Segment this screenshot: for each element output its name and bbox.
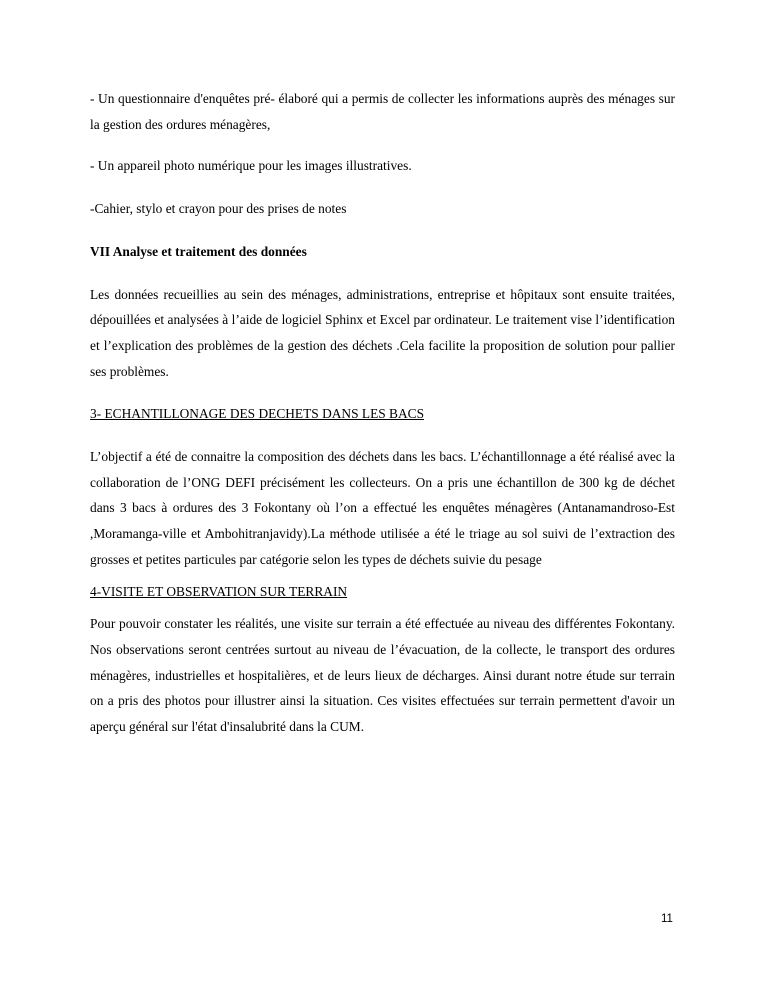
section-vii-paragraph: Les données recueillies au sein des ménages, administrations, entreprise et hôpitaux sont ensuite traitées, dépouillées et analysées à l’aide de logiciel Sphinx et Excel par ordinateur. Le traitement vise l’identification et l’explication des problèmes de la gestion des déchets .Cela facilite la proposition de solution pour pallier ses problèmes. — [90, 286, 675, 379]
section-3-heading: 3- ECHANTILLONAGE DES DECHETS DANS LES BACS — [90, 406, 425, 422]
page-number: 11 — [661, 913, 673, 925]
section-4-paragraph: Pour pouvoir constater les réalités, une visite sur terrain a été effectuée au niveau des différentes Fokontany. Nos observations seront centrées surtout au niveau de l’évacuation, de la collecte, le transport des ordures ménagères, industrielles et hospitalières, et de leurs lieux de décharges. Ainsi durant notre étude sur terrain on a pris des photos pour illustrer ainsi la situation. Ces visites effectuées sur terrain permettent d'avoir un aperçu général sur l'état d'insalubrité dans la CUM. — [90, 616, 675, 735]
bullet-notebook: -Cahier, stylo et crayon pour des prises de notes — [90, 201, 347, 217]
bullet-questionnaire: - Un questionnaire d'enquêtes pré- élaboré qui a permis de collecter les informations auprès des ménages sur la gestion des ordures ménagères, — [90, 91, 675, 132]
section-vii-heading: VII Analyse et traitement des données — [90, 243, 307, 259]
document-page — [90, 86, 675, 740]
section-3-paragraph: L’objectif a été de connaitre la composition des déchets dans les bacs. L’échantillonnage a été réalisé avec la collaboration de l’ONG DEFI précisément les collecteurs. On a pris une échantillon de 300 kg de déchet dans 3 bacs à ordures des 3 Fokontany où l’on a effectué les enquêtes ménagères (Antanamandroso-Est ,Moramanga-ville et Ambohitranjavidy).La méthode utilisée a été le triage au sol suivi de l’extraction des grosses et petites particules par catégorie selon les types de déchets suivie du pesage — [90, 449, 675, 567]
bullet-camera: - Un appareil photo numérique pour les images illustratives. — [90, 158, 412, 174]
section-4-heading: 4-VISITE ET OBSERVATION SUR TERRAIN — [90, 583, 348, 599]
